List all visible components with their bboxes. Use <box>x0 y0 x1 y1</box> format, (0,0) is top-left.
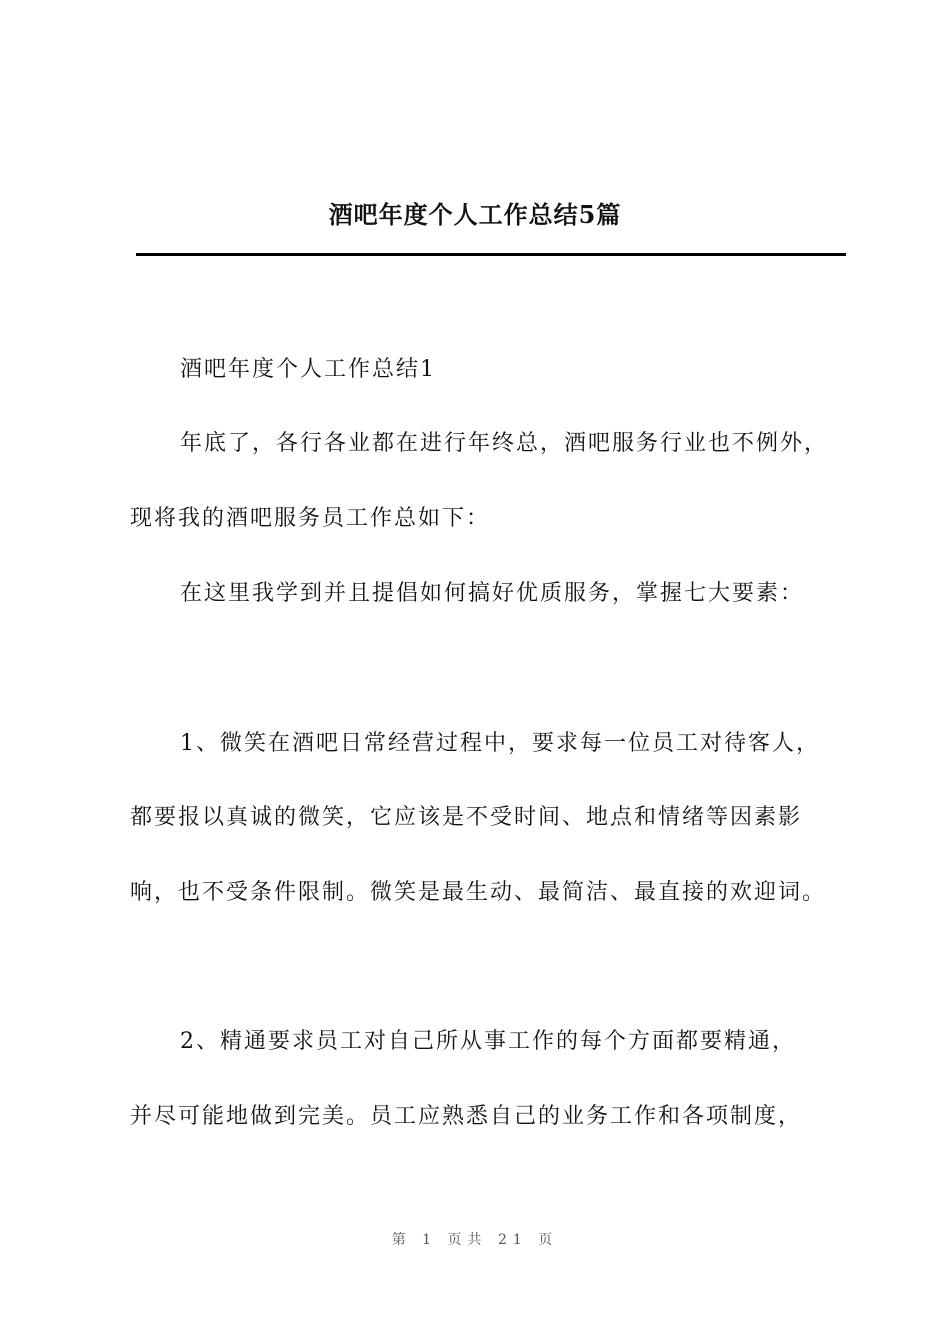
paragraph-line: 2、精通要求员工对自己所从事工作的每个方面都要精通， <box>180 1029 796 1054</box>
paragraph-line: 并尽可能地做到完美。员工应熟悉自己的业务工作和各项制度， <box>130 1104 803 1129</box>
paragraph-line: 在这里我学到并且提倡如何搞好优质服务，掌握七大要素： <box>180 581 805 606</box>
paragraph-line: 1、微笑在酒吧日常经营过程中，要求每一位员工对待客人， <box>180 731 820 756</box>
page-footer: 第 1 页共 21 页 <box>391 1232 559 1248</box>
title-underline <box>136 253 846 256</box>
paragraph-line: 响，也不受条件限制。微笑是最生动、最简洁、最直接的欢迎词。 <box>130 880 827 905</box>
paragraph-line: 都要报以真诚的微笑，它应该是不受时间、地点和情绪等因素影 <box>130 805 803 830</box>
section-heading: 酒吧年度个人工作总结1 <box>180 357 436 382</box>
document-title: 酒吧年度个人工作总结5篇 <box>328 200 622 229</box>
paragraph-line: 年底了，各行各业都在进行年终总，酒吧服务行业也不例外， <box>180 431 829 456</box>
paragraph-line: 现将我的酒吧服务员工作总如下： <box>130 506 491 531</box>
